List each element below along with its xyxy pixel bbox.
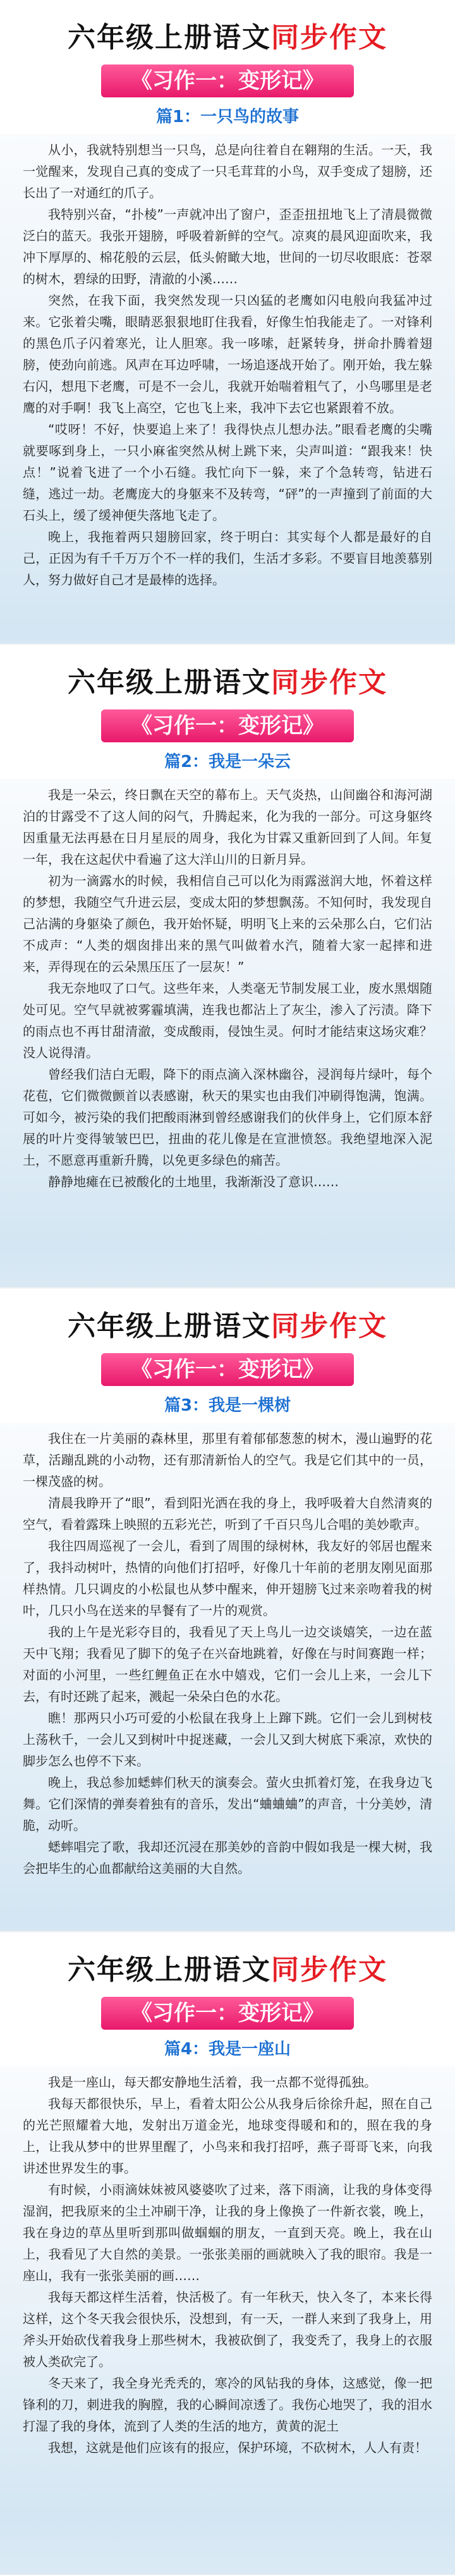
article-body	[0, 2066, 455, 2458]
paragraph: 突然，在我下面，我突然发现一只凶猛的老鹰如闪电般向我猛冲过来。它张着尖嘴，眼睛恶狠狠地盯住我看，好像生怕我能走了。一对锋利的黑色爪子闪着寒光，让人胆寒。我一哆嗦，赶紧转身，拼命扑腾着翅膀，使劲向前逃。风声在耳边呼啸，一场追逐战开始了。刚开始，我左躲右闪，想甩下老鹰，可是不一会儿，我就开始喘着粗气了，小鸟哪里是老鹰的对手啊！我飞上高空，它也飞上来，我冲下去它也紧跟着不放。	[23, 293, 432, 415]
article-title: 篇4：我是一座山	[164, 2040, 291, 2059]
heading-red-text: 同步作文	[271, 1954, 387, 1986]
article-title: 篇2：我是一朵云	[164, 752, 291, 771]
heading-red-text: 同步作文	[271, 1310, 387, 1342]
article-body	[0, 779, 455, 1193]
page-heading	[0, 665, 455, 701]
article-body	[0, 1423, 455, 1879]
page-heading	[0, 1309, 455, 1344]
article-section-2	[0, 644, 455, 1287]
article-body	[0, 134, 455, 591]
article-section-3	[0, 1287, 455, 1931]
paragraph: 晚上，我总参加蟋蟀们秋天的演奏会。萤火虫抓着灯笼，在我身边飞舞。它们深情的弹奏着独有的音乐，发出“蛐蛐蛐”的声音，十分美妙，清脆，动听。	[23, 1775, 432, 1833]
paragraph: 我是一座山，每天都安静地生活着，我一点都不觉得孤独。	[48, 2075, 377, 2090]
paragraph: 从小，我就特别想当一只鸟，总是向往着自在翱翔的生活。一天，我一觉醒来，发现自己真的变成了一只毛茸茸的小鸟，双手变成了翅膀，还长出了一对通红的爪子。	[23, 142, 432, 200]
paragraph: 我每天都很快乐，早上，看着太阳公公从我身后徐徐升起，照在自己的光芒照耀着大地，发射出万道金光，地球变得暖和和的，照在我的身上，让我从梦中的世界里醒了，小鸟来和我打招呼，燕子哥哥飞来，向我讲述世界发生的事。	[23, 2096, 432, 2176]
paragraph: 有时候，小雨滴妹妹被风婆婆吹了过来，落下雨滴，让我的身体变得湿润，把我原来的尘土冲刷干净，让我的身上像换了一件新衣裳，晚上，我在身边的草丛里听到那叫做蝈蝈的朋友，一直到天亮。晚上，我在山上，我看见了大自然的美景。一张张美丽的画就映入了我的眼帘。我是一座山，我有一张张美丽的画……	[23, 2182, 432, 2283]
article-section-4	[0, 1931, 455, 2575]
paragraph: 曾经我们洁白无暇，降下的雨点滴入深林幽谷，浸润每片绿叶，每个花苞，它们微微颤首以表感谢，秋天的果实也由我们冲刷得饱满，饱满。可如今，被污染的我们把酸雨淋到曾经感谢我们的伙伴身上，它们原本舒展的叶片变得皱皱巴巴，扭曲的花儿像是在宣泄愤怒。我绝望地深入泥土，不愿意再重新升腾，以免更多绿色的痛苦。	[23, 1067, 432, 1168]
heading-black-text: 六年级上册语文	[68, 1310, 271, 1342]
paragraph: 清晨我睁开了“眼”，看到阳光洒在我的身上，我呼吸着大自然清爽的空气，看着露珠上映照的五彩光芒，听到了千百只鸟儿合唱的美妙歌声。	[23, 1495, 432, 1532]
paragraph: 我每天都这样生活着，快活极了。有一年秋天，快入冬了，本来长得这样，这个冬天我会很快乐，没想到，有一天，一群人来到了我身上，用斧头开始砍伐着我身上那些树木，我被砍倒了，我变秃了，我身上的衣服被人类砍完了。	[23, 2290, 432, 2369]
paragraph: 晚上，我拖着两只翅膀回家，终于明白：其实每个人都是最好的自己，正因为有千千万万个不一样的我们，生活才多彩。不要盲目地羡慕别人，努力做好自己才是最棒的选择。	[23, 529, 432, 587]
page-heading	[0, 20, 455, 56]
article-title: 篇3：我是一棵树	[164, 1396, 291, 1415]
heading-black-text: 六年级上册语文	[68, 1954, 271, 1986]
heading-red-text: 同步作文	[271, 21, 387, 54]
subtitle-banner: 《习作一：变形记》	[101, 709, 354, 742]
subtitle-banner: 《习作一：变形记》	[101, 1997, 354, 2030]
paragraph: 蟋蟀唱完了歌，我却还沉浸在那美妙的音韵中假如我是一棵大树，我会把毕生的心血都献给这美丽的大自然。	[23, 1839, 432, 1876]
paragraph: 我住在一片美丽的森林里，那里有着郁郁葱葱的树木，漫山遍野的花草，活蹦乱跳的小动物，还有那清新怡人的空气。我是它们其中的一员，一棵茂盛的树。	[23, 1431, 432, 1489]
paragraph: 我特别兴奋，“扑棱”一声就冲出了窗户，歪歪扭扭地飞上了清晨微微泛白的蓝天。我张开翅膀，呼吸着新鲜的空气。凉爽的晨风迎面吹来，我冲下厚厚的、棉花般的云层，低头俯瞰大地，世间的一切尽收眼底：苍翠的树木，碧绿的田野，清澈的小溪……	[23, 207, 432, 286]
subtitle-banner: 《习作一：变形记》	[101, 1353, 354, 1386]
article-title: 篇1：一只鸟的故事	[155, 107, 300, 126]
paragraph: “哎呀！不好，快要追上来了！我得快点儿想办法。”眼看老鹰的尖嘴就要啄到身上，一只小麻雀突然从树上跳下来，尖声叫道：“跟我来！快点！”说着飞进了一个小石缝。我忙向下一躲，来了个急转弯，钻进石缝，逃过一劫。老鹰庞大的身躯来不及转弯，“砰”的一声撞到了前面的大石头上，缓了缓神便失落地飞走了。	[23, 422, 432, 523]
paragraph: 我无奈地叹了口气。这些年来，人类毫无节制发展工业，废水黑烟随处可见。空气早就被雾霾填满，连我也都沾上了灰尘，渗入了污渍。降下的雨点也不再甘甜清澈，变成酸雨，侵蚀生灵。何时才能结束这场灾难？没人说得清。	[23, 981, 432, 1060]
heading-black-text: 六年级上册语文	[68, 666, 271, 699]
paragraph: 我往四周巡视了一会儿，看到了周围的绿树林，我友好的邻居也醒来了，我抖动树叶，热情的向他们打招呼，好像几十年前的老朋友刚见面那样热情。几只调皮的小松鼠也从梦中醒来，伸开翅膀飞过来亲吻着我的树叶，几只小鸟在送来的早餐有了一片的观赏。	[23, 1538, 432, 1618]
paragraph: 我是一朵云，终日飘在天空的幕布上。天气炎热，山间幽谷和海河湖泊的甘露受不了这人间的闷气，升腾起来，化为我的一部分。可这身躯终因重量无法再悬在日月星辰的周身，我化为甘霖又重新回到了人间。年复一年，我在这起伏中看遍了这大洋山川的日新月异。	[23, 787, 432, 867]
subtitle-banner: 《习作一：变形记》	[101, 64, 354, 97]
paragraph: 初为一滴露水的时候，我相信自己可以化为雨露滋润大地，怀着这样的梦想，我随空气升进云层，变成太阳的梦想飘荡。不知何时，我发现自己沾满的身躯染了颜色，我开始怀疑，明明飞上来的云朵那么白，它们沾不成声：“人类的烟囱排出来的黑气叫做着水汽，随着大家一起摔和进来，弄得现在的云朵黑压压了一层灰！”	[23, 873, 432, 974]
paragraph: 瞧！那两只小巧可爱的小松鼠在我身上上蹿下跳。它们一会儿到树枝上荡秋千，一会儿又到树叶中捉迷藏，一会儿又到大树底下乘凉，欢快的脚步怎么也停不下来。	[23, 1710, 432, 1769]
page-heading	[0, 1953, 455, 1988]
heading-red-text: 同步作文	[271, 666, 387, 699]
paragraph: 静静地瘫在已被酸化的土地里，我渐渐没了意识……	[48, 1174, 339, 1189]
heading-black-text: 六年级上册语文	[68, 21, 271, 54]
paragraph: 我的上午是光彩夺目的，我看见了天上鸟儿一边交谈嬉笑，一边在蓝天中飞翔；我看见了脚下的兔子在兴奋地跳着，好像在与时间赛跑一样；对面的小河里，一些红鲤鱼正在水中嬉戏，它们一会儿上来，一会儿下去，有时还跳了起来，溅起一朵朵白色的水花。	[23, 1624, 432, 1704]
article-section-1	[0, 0, 455, 644]
paragraph: 我想，这就是他们应该有的报应，保护环境，不砍树木，人人有责！	[48, 2440, 427, 2455]
paragraph: 冬天来了，我全身光秃秃的，寒冷的风钻我的身体，这感觉，像一把锋利的刀，刺进我的胸膛，我的心瞬间凉透了。我伤心地哭了，我的泪水打湿了我的身体，流到了人类的生活的地方，黄黄的泥土	[23, 2376, 432, 2434]
